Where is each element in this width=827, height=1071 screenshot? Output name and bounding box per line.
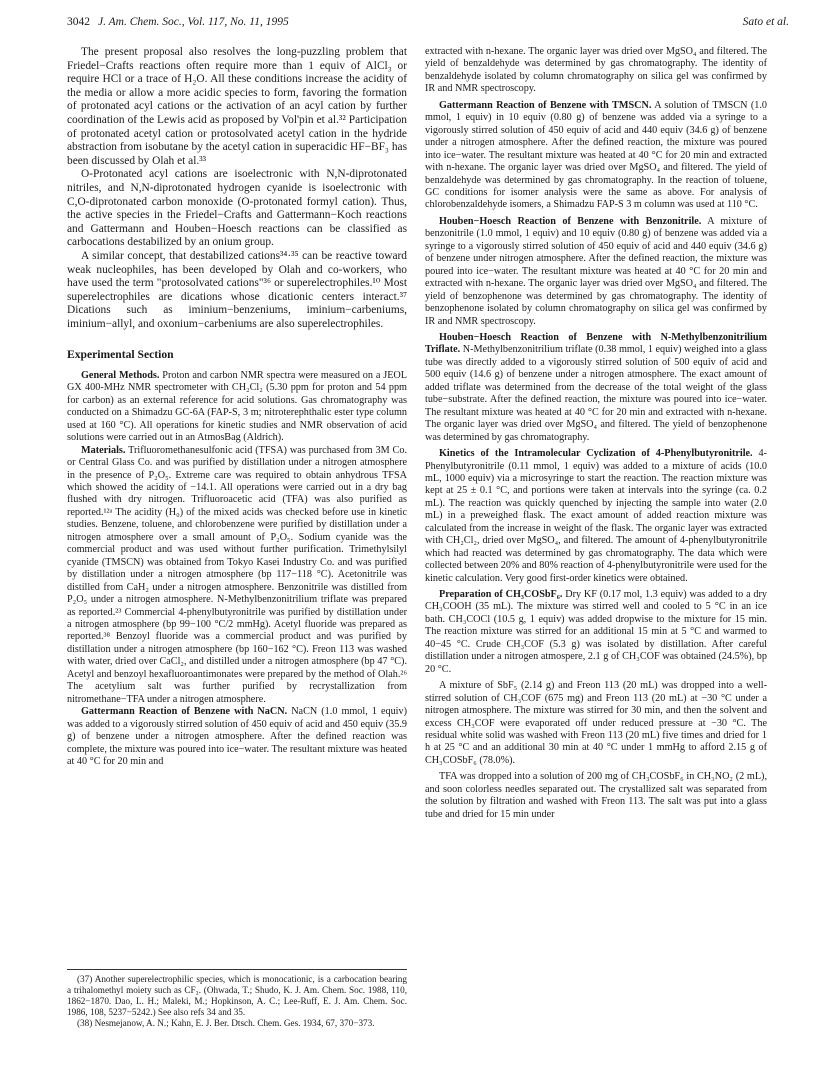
general-methods-title: General Methods. bbox=[81, 369, 160, 381]
tmscn-paragraph bbox=[425, 100, 767, 212]
nacn-title: Gattermann Reaction of Benzene with NaCN. bbox=[81, 706, 288, 718]
footnotes bbox=[67, 969, 407, 1029]
tfa-paragraph: TFA was dropped into a solution of 200 mg of CH₃COSbF₆ in CH₃NO₂ (2 mL), and soon colorless needles separated out. The crystallized salt was separated from the solution by filtration and washed with Freon 113. The salt was put into a glass tube and dried for 15 min under bbox=[425, 771, 767, 820]
footnote-38: (38) Nesmejanow, A. N.; Kahn, E. J. Ber. Dtsch. Chem. Ges. 1934, 67, 370−373. bbox=[77, 1018, 375, 1028]
footnote-37: (37) Another superelectrophilic species, which is monocationic, is a carbocation bearing a trihalomethyl moiety such as CF₃. (Ohwada, T.; Shudo, K. J. Am. Chem. Soc. 1988, 110, 1862−1870. Dao, L. H.; Maleki, M.; Hopkinson, A. C.; Lee-Ruff, E. J. Am. Chem. Soc. 1986, 108, 5237−5242.) See also refs 34 and 35. bbox=[67, 974, 407, 1017]
triflate-paragraph bbox=[425, 332, 767, 444]
materials-paragraph bbox=[67, 445, 407, 707]
tmscn-title: Gattermann Reaction of Benzene with TMSCN. bbox=[439, 99, 652, 111]
intro-paragraph-2: O-Protonated acyl cations are isoelectronic with N,N-diprotonated nitriles, and N,N-diprotonated hydrogen cyanide is isoelectronic with C,O-diprotonated carbon monoxide (O-protonated formyl cation). Thus, the active species in the Friedel−Crafts and Gattermann−Koch reactions and Gattermann and Houben−Hoesch reactions can be classified as carbocations destabilized by an onium group. bbox=[67, 168, 407, 249]
benzonitrile-paragraph bbox=[425, 216, 767, 328]
materials-text: Trifluoromethanesulfonic acid (TFSA) was purchased from 3M Co. or Central Glass Co. and was purified by distillation under a nitrogen atmosphere in the presence of P₂O₅. Extreme care was required to obtain anhydrous TFSA which showed the acidity of −14.1. All operations were carried out in a dry bag flushed with dry nitrogen. Trifluoroacetic acid (TFA) was also purified as reported.¹²ᵃ The acidity (H₀) of the mixed acids was checked before use in kinetic studies. Benzene, toluene, and chlorobenzene were purified by distillation under a nitrogen atmosphere over a small amount of P₂O₅. Sodium cyanide was the commercial product and was used without further purification. Trimethylsilyl cyanide (TMSCN) was obtained from Tokyo Kasei Industry Co. and was purified by distillation under a nitrogen atmosphere (bp 117−118 °C). Acetonitrile was distilled from CaH₂ under a nitrogen atmosphere. Benzonitrile was distilled from P₂O₅ under a nitrogen atmosphere. N-Methylbenzonitrilium triflate was prepared as reported.²³ Commercial 4-phenylbutyronitrile was purified by distillation under a nitrogen atmosphere (bp 99−100 °C/2 mmHg). Acetyl fluoride was prepared as reported.³⁸ Benzoyl fluoride was a commercial product and was purified by distillation under a nitrogen atmosphere (bp 160−162 °C). Freon 113 was washed with water, dried over CaCl₂, and distilled under a nitrogen atmosphere (bp 47 °C). Acetyl and benzoyl hexafluoroantimonates were prepared by the method of Olah.²⁶ The acetylium salt was further purified by recrystallization from nitromethane−TFA under a nitrogen atmosphere. bbox=[67, 444, 407, 705]
intro-paragraph-3: A similar concept, that destabilized cations³⁴·³⁵ can be reactive toward weak nucleophiles, has been developed by Olah and co-workers, who have used the term "protosolvated cations"³⁶ or superelectrophiles.¹⁰ Most superelectrophiles are dications whose dicationic centers interact.³⁷ Dications such as iminium−benzeniums, iminium−carbeniums, iminium−allyl, and oxonium−carbeniums are also superelectrophiles. bbox=[67, 249, 407, 330]
running-header bbox=[67, 16, 789, 34]
nacn-paragraph bbox=[67, 706, 407, 768]
preparation-title: Preparation of CH₃COSbF₆. bbox=[439, 589, 563, 601]
kinetics-text: 4-Phenylbutyronitrile (0.11 mmol, 1 equiv) was added to a mixture of acids (10.0 mL, 1000 equiv) via a microsyringe to start the reaction. The reaction mixture was kept at 25 ± 0.1 °C, and portions were taken at intervals into the syringe (ca. 0.2 mL). The reaction was quickly quenched by injecting the sample into water (2.0 mL) in a preweighed flask. The exact amount of added reaction mixture was calculated from the increase in weight of the flask. The organic layer was extracted with CH₂Cl₂, dried over MgSO₄, and filtered. The amount of 4-phenylbutyronitrile which had reacted was determined by gas chromatography. The data which were collected between 20% and 80% reaction of 4-phenylbutyronitrile were used for the kinetic calculation. Very good first-order kinetics were obtained. bbox=[425, 448, 768, 584]
footnote-rule bbox=[67, 969, 407, 970]
header-authors: Sato et al. bbox=[742, 16, 789, 28]
general-methods-text: Proton and carbon NMR spectra were measured on a JEOL GX 400-MHz NMR spectrometer with CH₂Cl₂ (5.30 ppm for proton and 54 ppm for carbon) as an external reference for acid solutions. Gas chromatography was conducted on a Shimadzu GC-6A (FAP-S, 3 m; nitroterephthalic ester type column used at 160 °C). All operations for kinetic studies and NMR observation of acid solutions were carried out in an AtmosBag (Aldrich). bbox=[67, 369, 408, 444]
general-methods-paragraph bbox=[67, 370, 407, 445]
section-heading: Experimental Section bbox=[67, 348, 174, 362]
kinetics-title: Kinetics of the Intramolecular Cyclization of 4-Phenylbutyronitrile. bbox=[439, 448, 753, 460]
benzonitrile-title: Houben−Hoesch Reaction of Benzene with Benzonitrile. bbox=[439, 215, 702, 227]
sbf5-paragraph: A mixture of SbF₅ (2.14 g) and Freon 113 (20 mL) was dropped into a well-stirred solution of CH₃COF (675 mg) and Freon 113 (20 mL) at −30 °C under a nitrogen atmosphere. The mixture was stirred for 30 min, and then the solvent and excess CH₃COF were evaporated off under reduced pressure at −30 °C. The residual white solid was washed with Freon 113 (20 mL) five times and dried for 1 h at 25 °C and an additional 30 min at 40 °C under 1 mmHg to afford 2.15 g of CH₃COSbF₆ (78.0%). bbox=[425, 680, 767, 766]
benzonitrile-text: A mixture of benzonitrile (1.0 mmol, 1 equiv) and 10 equiv (0.80 g) of benzene was added via a syringe to a vigorously stirred solution of 450 equiv of acid and 440 equiv (34.6 g) of benzene under nitrogen atmosphere. After the defined reaction, the mixture was poured into ice−water. The resultant mixture was heated at 40 °C for 20 min and extracted with n-hexane. The organic layer was dried over MgSO₄ and filtered. The yield of benzophenone was determined by gas chromatography. The identity of benzophenone isolated by column chromatography on silica gel was confirmed by IR and NMR spectroscopy. bbox=[425, 215, 768, 327]
preparation-paragraph bbox=[425, 589, 767, 676]
journal-citation: J. Am. Chem. Soc., Vol. 117, No. 11, 1995 bbox=[98, 16, 289, 28]
intro-paragraph-1: The present proposal also resolves the long-puzzling problem that Friedel−Crafts reactions often require more than 1 equiv of AlCl₃ or require HCl or a trace of H₂O. All these conditions increase the acidity of the media or allow a more acidic species to form, favoring the formation of protonated acyl cations or the activation of an acyl cation by further coordination of the Lewis acid as proposed by Vol'pin et al.³² Participation of protonated acetyl cation or protosolvated acetyl cation in the hydride abstraction from isobutane by the acetyl cation in superacidic HF−BF₃ has been discussed by Olah et al.³³ bbox=[67, 46, 407, 167]
header-left bbox=[67, 16, 289, 28]
triflate-text: N-Methylbenzonitrilium triflate (0.38 mmol, 1 equiv) weighed into a glass tube was directly added to a vigorously stirred solution of 500 equiv of acid and 500 equiv (14.6 g) of benzene under a nitrogen atmosphere. The exact amount of added triflate was determined from the decrease of the total weight of the glass tube−substrate. After the defined reaction, the mixture was poured into ice−water. The resultant mixture was heated at 40 °C for 20 min and extracted with n-hexane. The organic layer was dried over MgSO₄ and filtered. The yield of benzophenone was determined by gas chromatography. bbox=[425, 344, 767, 443]
nacn-text: NaCN (1.0 mmol, 1 equiv) was added to a vigorously stirred solution of 450 equiv of acid and 450 equiv (35.9 g) of benzene under a nitrogen atmosphere. After the defined reaction was complete, the mixture was poured into ice−water. The resultant mixture was heated at 40 °C for 20 min and bbox=[67, 706, 407, 767]
materials-title: Materials. bbox=[81, 444, 126, 456]
right-column bbox=[425, 46, 767, 821]
left-column bbox=[67, 46, 407, 768]
kinetics-paragraph bbox=[425, 448, 767, 585]
page-number: 3042 bbox=[67, 16, 90, 28]
tmscn-text: A solution of TMSCN (1.0 mmol, 1 equiv) in 10 equiv (0.80 g) of benzene was added via a syringe to a vigorously stirred solution of 450 equiv of acid and 440 equiv (34.6 g) of benzene under a nitrogen atmosphere. After the defined reaction, the mixture was poured into ice−water. The resultant mixture was heated at 40 °C for 20 min and extracted with n-hexane. The organic layer was dried over MgSO₄ and filtered. The yield of benzaldehyde was determined by gas chromatography. In the reaction of toluene, GC conditions for isomer analysis were the same as above. For analysis of chlorobenzaldehyde isomers, a Shimadzu FAP-S 3 m column was used at 110 °C. bbox=[425, 99, 767, 211]
continued-paragraph: extracted with n-hexane. The organic layer was dried over MgSO₄ and filtered. The yield of benzaldehyde was determined by gas chromatography. The identity of benzaldehyde isolated by column chromatography on silica gel was confirmed by IR and NMR spectroscopy. bbox=[425, 46, 767, 95]
preparation-text: Dry KF (0.17 mol, 1.3 equiv) was added to a dry CH₃COOH (35 mL). The mixture was stirred well and cooled to 5 °C in an ice bath. CH₃COCl (10.5 g, 1 equiv) was added dropwise to the mixture for 15 min. The reaction mixture was stirred for an additional 15 min at 5 °C and warmed to 40−45 °C. Crude CH₃COF (5.3 g) was isolated by distillation. After careful distillation under a nitrogen atmospere, 2.1 g of CH₃COF was obtained (24.5%), bp 20 °C. bbox=[425, 589, 768, 675]
triflate-title: Houben−Hoesch Reaction of Benzene with N-Methylbenzonitrilium Triflate. bbox=[425, 331, 767, 356]
